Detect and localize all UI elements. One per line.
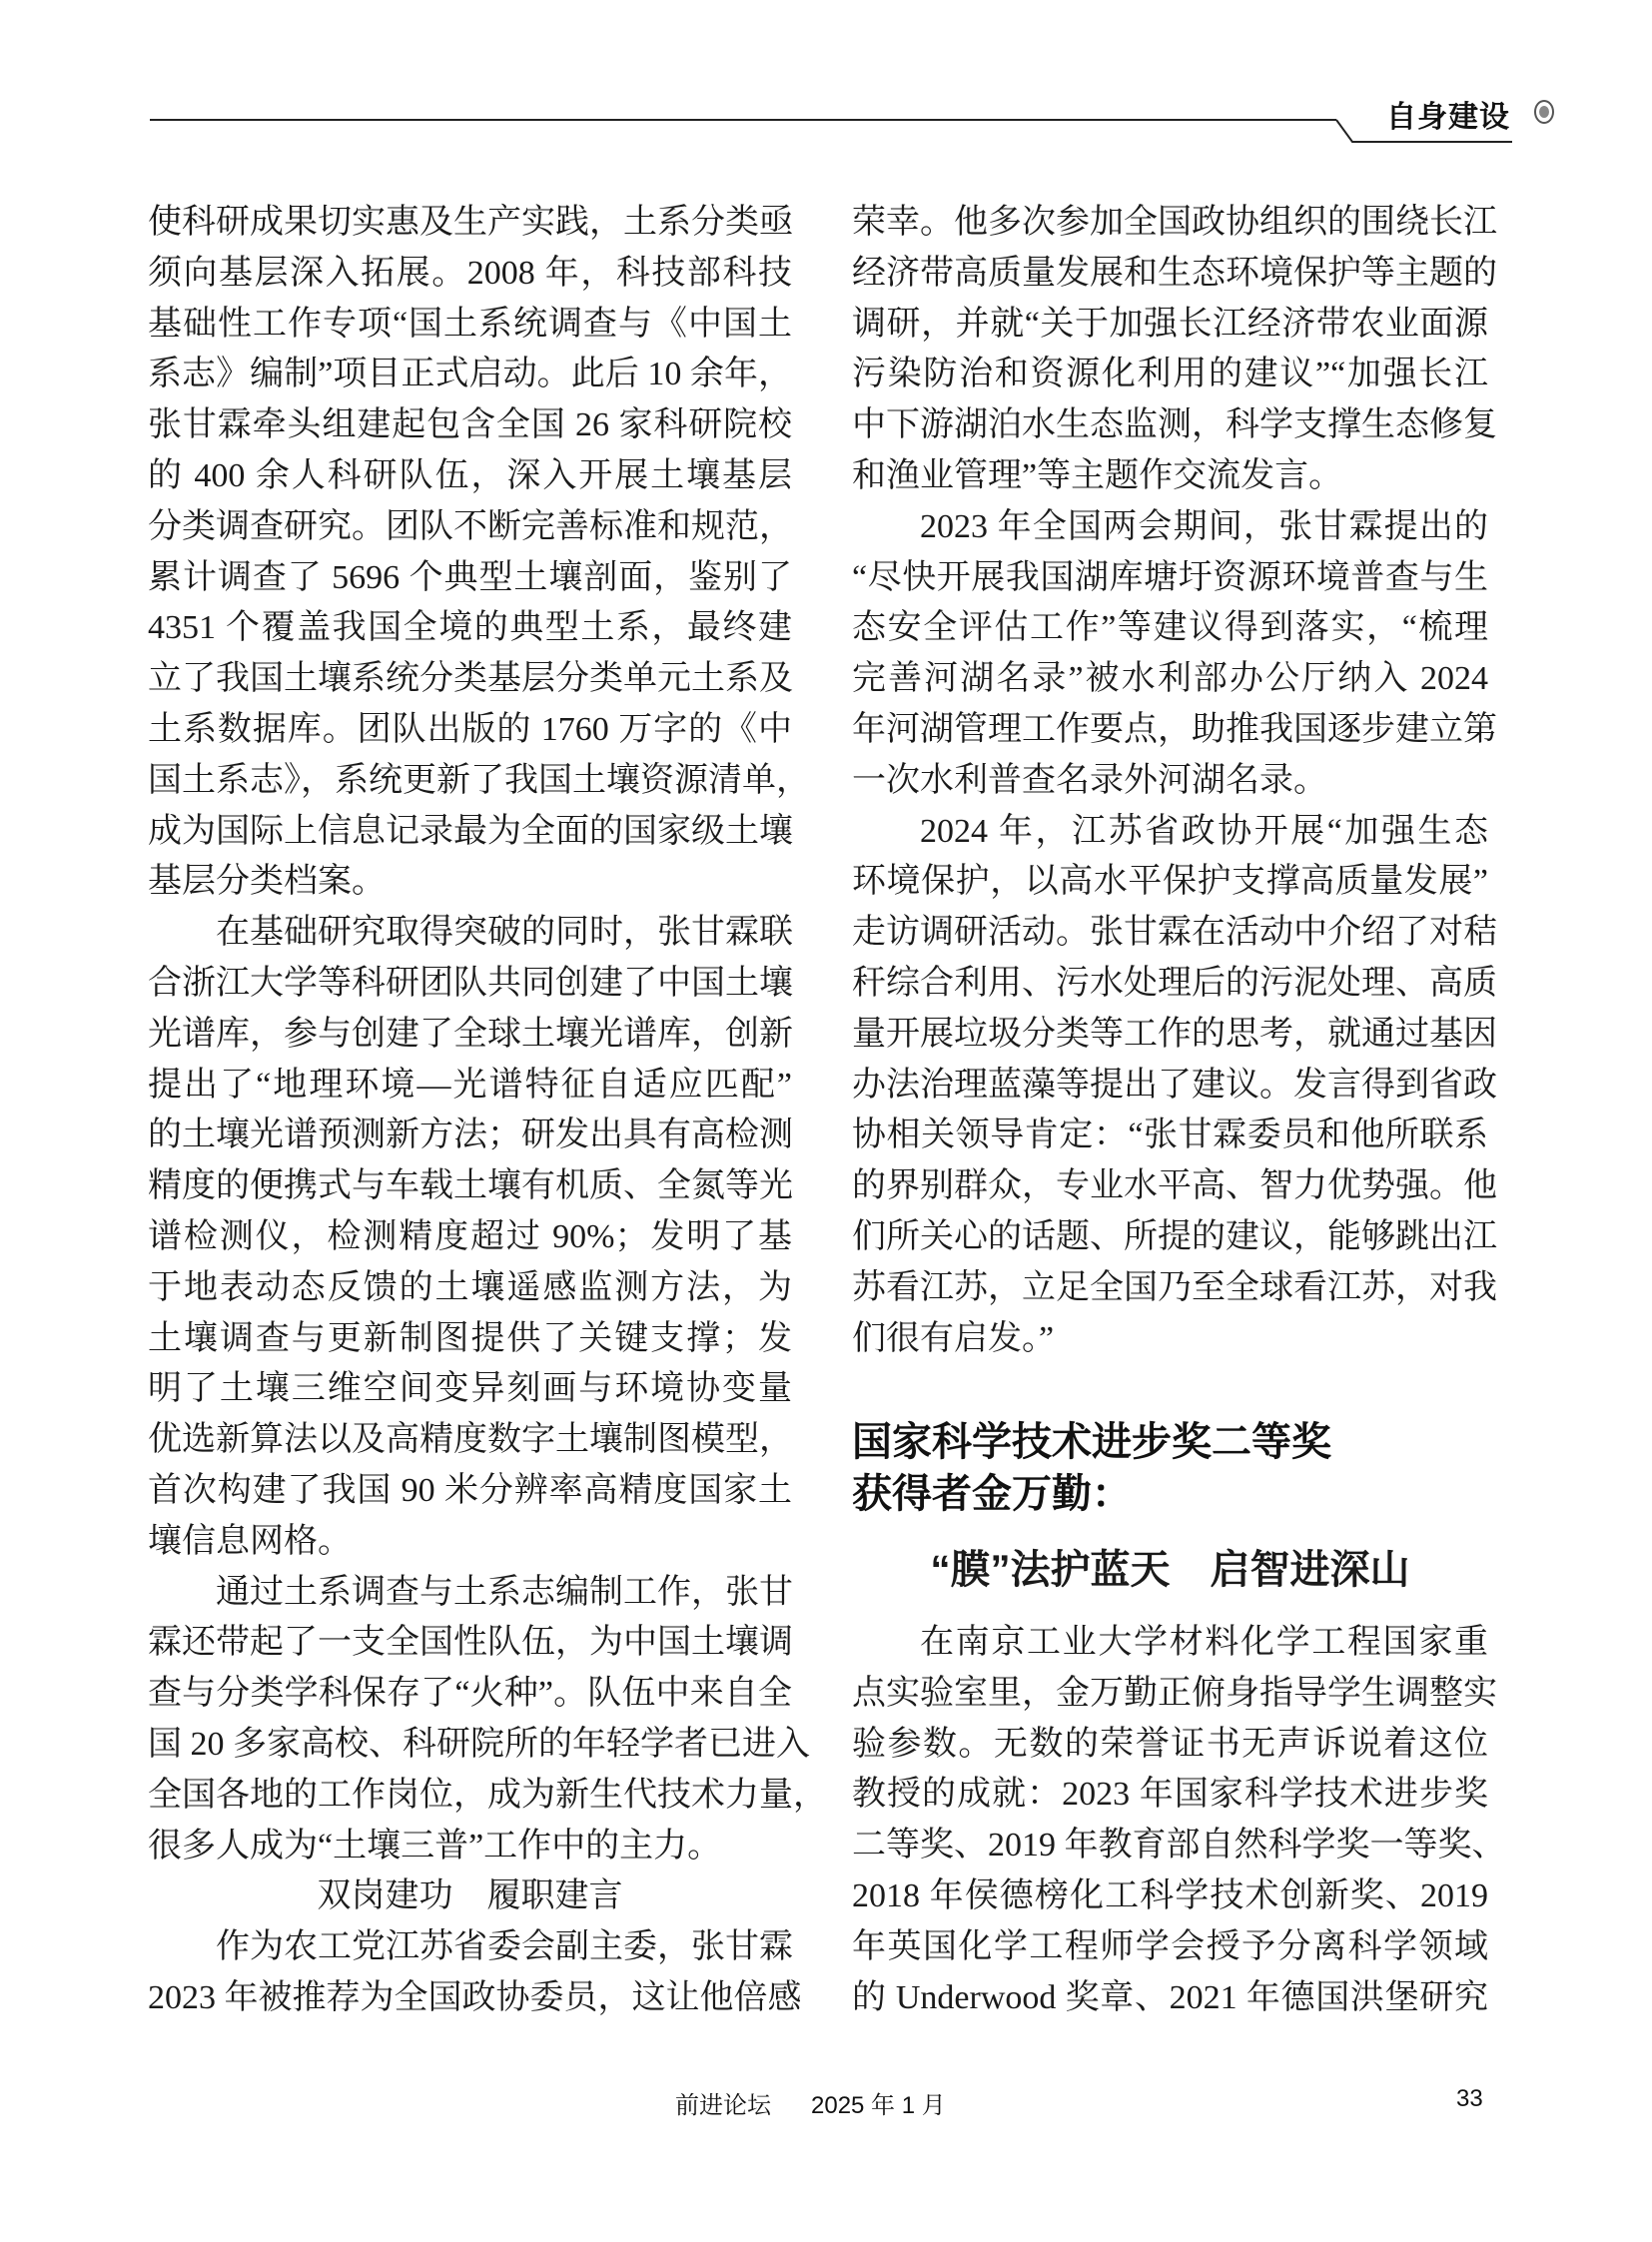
text-line: 的 Underwood 奖章、2021 年德国洪堡研究	[852, 1978, 1488, 2016]
text-line: 的 400 余人科研队伍，深入开展土壤基层	[148, 456, 792, 494]
text-line: 完善河湖名录”被水利部办公厅纳入 2024	[852, 660, 1488, 698]
text-line: “尽快开展我国湖库塘圩资源环境普查与生	[852, 558, 1488, 596]
text-line: 调研，并就“关于加强长江经济带农业面源	[852, 305, 1488, 343]
text-line: 苏看江苏，立足全国乃至全球看江苏，对我	[852, 1268, 1497, 1306]
paragraph	[148, 1922, 802, 2024]
text-line: 的土壤光谱预测新方法；研发出具有高检测	[148, 1117, 793, 1154]
subheading-text: 双岗建功 履职建言	[317, 1877, 623, 1915]
page-number: 33	[1456, 2085, 1483, 2112]
text-line: 办法治理蓝藻等提出了建议。发言得到省政	[852, 1066, 1497, 1104]
text-line: 在基础研究取得突破的同时，张甘霖联	[216, 914, 793, 952]
text-line: 经济带高质量发展和生态环境保护等主题的	[852, 254, 1497, 292]
paragraph	[852, 1618, 1506, 2023]
text-line: 首次构建了我国 90 米分辨率高精度国家土	[148, 1471, 792, 1509]
section-heading-line2: 获得者金万勤：	[852, 1472, 1132, 1516]
text-line: 4351 个覆盖我国全境的典型土系，最终建	[148, 609, 792, 647]
text-line: 通过土系调查与土系志编制工作，张甘	[216, 1573, 793, 1611]
text-line: 环境保护，以高水平保护支撑高质量发展”	[852, 863, 1488, 901]
paragraph	[148, 198, 810, 908]
text-line: 明了土壤三维空间变异刻画与环境协变量	[148, 1370, 792, 1408]
text-line: 2018 年侯德榜化工科学技术创新奖、2019	[852, 1876, 1488, 1914]
target-circle-icon	[1534, 100, 1554, 124]
section-heading	[852, 1416, 1331, 1520]
text-line: 的界别群众，专业水平高、智力优势强。他	[852, 1167, 1497, 1205]
text-line: 们很有启发。”	[852, 1319, 1055, 1357]
paragraph	[852, 198, 1497, 502]
text-line: 系志》编制”项目正式启动。此后 10 余年，	[148, 356, 792, 393]
text-line: 优选新算法以及高精度数字土壤制图模型，	[148, 1421, 793, 1459]
text-line: 累计调查了 5696 个典型土壤剖面，鉴别了	[148, 558, 792, 596]
text-line: 全国各地的工作岗位，成为新生代技术力量，	[148, 1776, 827, 1814]
text-line: 验参数。无数的荣誉证书无声诉说着这位	[852, 1725, 1488, 1763]
paragraph	[852, 807, 1497, 1365]
section-title: 自身建设	[1386, 101, 1510, 134]
text-line: 2024 年，江苏省政协开展“加强生态	[920, 812, 1488, 850]
text-line: 光谱库，参与创建了全球土壤光谱库，创新	[148, 1015, 793, 1053]
text-line: 们所关心的话题、所提的建议，能够跳出江	[852, 1217, 1497, 1255]
text-line: 2023 年全国两会期间，张甘霖提出的	[920, 507, 1488, 545]
text-line: 在南京工业大学材料化学工程国家重	[920, 1624, 1488, 1661]
header-rule	[150, 119, 1336, 121]
text-line: 于地表动态反馈的土壤遥感监测方法，为	[148, 1268, 792, 1306]
text-line: 立了我国土壤系统分类基层分类单元土系及	[148, 660, 793, 698]
left-column	[148, 198, 827, 2024]
text-line: 教授的成就：2023 年国家科学技术进步奖	[852, 1776, 1488, 1814]
text-line: 张甘霖牵头组建起包含全国 26 家科研院校	[148, 406, 792, 444]
text-line: 2023 年被推荐为全国政协委员，这让他倍感	[148, 1978, 802, 2016]
paragraph	[148, 908, 792, 1567]
text-line: 基础性工作专项“国土系统调查与《中国土	[148, 305, 792, 343]
subheading	[148, 1871, 792, 1922]
text-line: 土系数据库。团队出版的 1760 万字的《中	[148, 710, 792, 748]
footer-issue-date: 2025 年 1 月	[811, 2092, 946, 2119]
section-heading-line1: 国家科学技术进步奖二等奖	[852, 1420, 1331, 1464]
text-line: 荣幸。他多次参加全国政协组织的围绕长江	[852, 204, 1497, 241]
text-line: 谱检测仪，检测精度超过 90%；发明了基	[148, 1217, 792, 1255]
text-line: 协相关领导肯定：“张甘霖委员和他所联系	[852, 1117, 1488, 1154]
text-line: 量开展垃圾分类等工作的思考，就通过基因	[852, 1015, 1497, 1053]
text-line: 点实验室里，金万勤正俯身指导学生调整实	[852, 1674, 1497, 1712]
paragraph	[852, 502, 1497, 807]
text-line: 土壤调查与更新制图提供了关键支撑；发	[148, 1319, 792, 1357]
text-line: 年河湖管理工作要点，助推我国逐步建立第	[852, 710, 1497, 748]
text-line: 成为国际上信息记录最为全面的国家级土壤	[148, 812, 793, 850]
text-line: 提出了“地理环境—光谱特征自适应匹配”	[148, 1066, 792, 1104]
text-line: 秆综合利用、污水处理后的污泥处理、高质	[852, 964, 1497, 1002]
paragraph	[148, 1568, 827, 1872]
text-line: 走访调研活动。张甘霖在活动中介绍了对秸	[852, 914, 1497, 952]
section-body	[852, 1618, 1506, 2023]
text-line: 作为农工党江苏省委会副主委，张甘霖	[216, 1928, 793, 1966]
text-line: 霖还带起了一支全国性队伍，为中国土壤调	[148, 1624, 793, 1662]
text-line: 中下游湖泊水生态监测，科学支撑生态修复	[852, 406, 1497, 444]
right-column	[852, 198, 1497, 1364]
footer-magazine-name: 前进论坛	[675, 2092, 771, 2119]
text-line: 使科研成果切实惠及生产实践，土系分类亟	[148, 204, 793, 241]
text-line: 分类调查研究。团队不断完善标准和规范，	[148, 507, 793, 545]
text-line: 基层分类档案。	[148, 863, 386, 901]
text-line: 一次水利普查名录外河湖名录。	[852, 761, 1327, 799]
text-line: 二等奖、2019 年教育部自然科学奖一等奖、	[852, 1827, 1506, 1865]
text-line: 合浙江大学等科研团队共同创建了中国土壤	[148, 964, 793, 1002]
text-line: 和渔业管理”等主题作交流发言。	[852, 456, 1343, 494]
text-line: 查与分类学科保存了“火种”。队伍中来自全	[148, 1675, 792, 1713]
text-line: 须向基层深入拓展。2008 年，科技部科技	[148, 254, 792, 292]
text-line: 国土系志》，系统更新了我国土壤资源清单，	[148, 761, 810, 799]
text-line: 国 20 多家高校、科研院所的年轻学者已进入	[148, 1725, 810, 1763]
text-line: 态安全评估工作”等建议得到落实，“梳理	[852, 609, 1488, 647]
text-line: 壤信息网格。	[148, 1522, 352, 1560]
text-line: 年英国化学工程师学会授予分离科学领域	[852, 1927, 1488, 1965]
text-line: 污染防治和资源化利用的建议”“加强长江	[852, 356, 1488, 393]
text-line: 很多人成为“土壤三普”工作中的主力。	[148, 1827, 722, 1865]
text-line: 精度的便携式与车载土壤有机质、全氮等光	[148, 1167, 793, 1205]
section-subtitle: “膜”法护蓝天 启智进深山	[930, 1548, 1410, 1592]
